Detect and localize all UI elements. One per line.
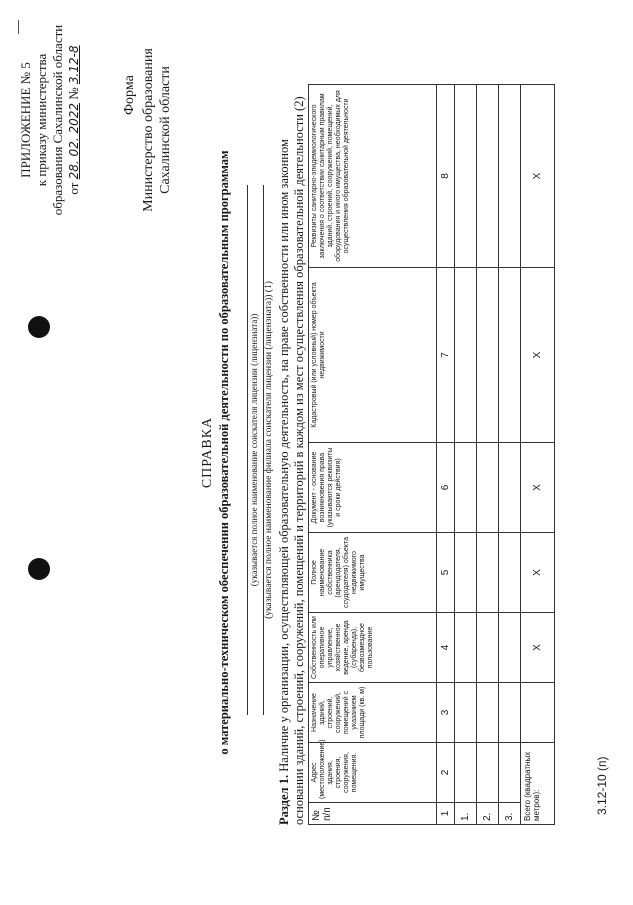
column-number: 6	[437, 443, 455, 533]
total-label: Всего (квадратных метров):	[521, 743, 555, 825]
row-number: 3.	[499, 803, 521, 825]
table-row	[477, 85, 499, 825]
license-fill-line	[247, 185, 248, 715]
column-number: 2	[437, 743, 455, 803]
appendix-line1: к приказу министерства	[34, 53, 49, 187]
column-number: 7	[437, 268, 455, 443]
row-number: 2.	[477, 803, 499, 825]
table-row	[499, 85, 521, 825]
column-number: 1	[437, 803, 455, 825]
header-cell: Полное наименование собственника (арендодателя, ссудодателя) объекта недвижимого имущества	[309, 533, 437, 613]
header-cell: Назначение зданий, строений, сооружений, помещений с указанием площади (кв. м)	[309, 683, 437, 743]
table-total-row	[521, 85, 555, 825]
total-cell: X	[521, 443, 555, 533]
document-subtitle: о материально-техническом обеспечении образовательной деятельности по образовательным программам	[217, 150, 231, 755]
appendix-title: ПРИЛОЖЕНИЕ № 5	[18, 62, 33, 178]
total-cell: X	[521, 613, 555, 683]
total-cell: X	[521, 533, 555, 613]
table-number-row	[437, 85, 455, 825]
header-cell: Собственность или оперативное управление, хозяйственное ведение, аренда (субаренда), безвозмездное пользование	[309, 613, 437, 683]
license-caption: (указывается полное наименование соискателя лицензии (лицензиата))	[249, 313, 259, 587]
total-cell: X	[521, 85, 555, 268]
table-header-row	[309, 85, 437, 825]
document-title: СПРАВКА	[200, 416, 215, 489]
premises-table	[308, 84, 555, 825]
appendix-number: 3.12-8	[67, 45, 81, 85]
row-number: 1.	[455, 803, 477, 825]
appendix-line2: образования Сахалинской области	[50, 24, 65, 216]
ministry-block: Министерство образования Сахалинской области	[141, 48, 173, 212]
header-cell: Документ - основание возникновения права (указываются реквизиты и сроки действия)	[309, 443, 437, 533]
header-cell: № п/п	[309, 803, 437, 825]
column-number: 8	[437, 85, 455, 268]
column-number: 4	[437, 613, 455, 683]
appendix-date-line: от 28. 02. 2022 № 3.12-8	[66, 45, 81, 195]
table-row	[455, 85, 477, 825]
header-cell: Кадастровый (или условный) номер объекта недвижимости	[309, 268, 437, 443]
header-cell: Реквизиты санитарно-эпидемиологического заключения о соответствии санитарным правилам зданий, строений, сооружений, помещений, оборудования и иного имущества, необходимых для осуществления образовательной деятельности	[309, 85, 437, 268]
column-number: 3	[437, 683, 455, 743]
section-heading: Раздел 1. Наличие у организации, осуществляющей образовательную деятельность, на праве собственности или ином законном основании зданий, строений, сооружений, помещений и территорий в каждом из мест осуществления образовательной деятельности (2)	[277, 96, 306, 825]
footer-code: 3.12-10 (п)	[595, 756, 609, 815]
column-number: 5	[437, 533, 455, 613]
branch-caption: (указывается полное наименование филиала соискателя лицензии (лицензиата)) (1)	[264, 281, 274, 619]
appendix-date: 28. 02. 2022	[67, 103, 81, 180]
form-label: Форма	[122, 75, 137, 115]
appendix-block	[18, 10, 82, 230]
total-cell[interactable]	[521, 683, 555, 743]
header-cell: Адрес (местоположение) здания, строения, сооружения, помещения.	[309, 743, 437, 803]
total-cell: X	[521, 268, 555, 443]
